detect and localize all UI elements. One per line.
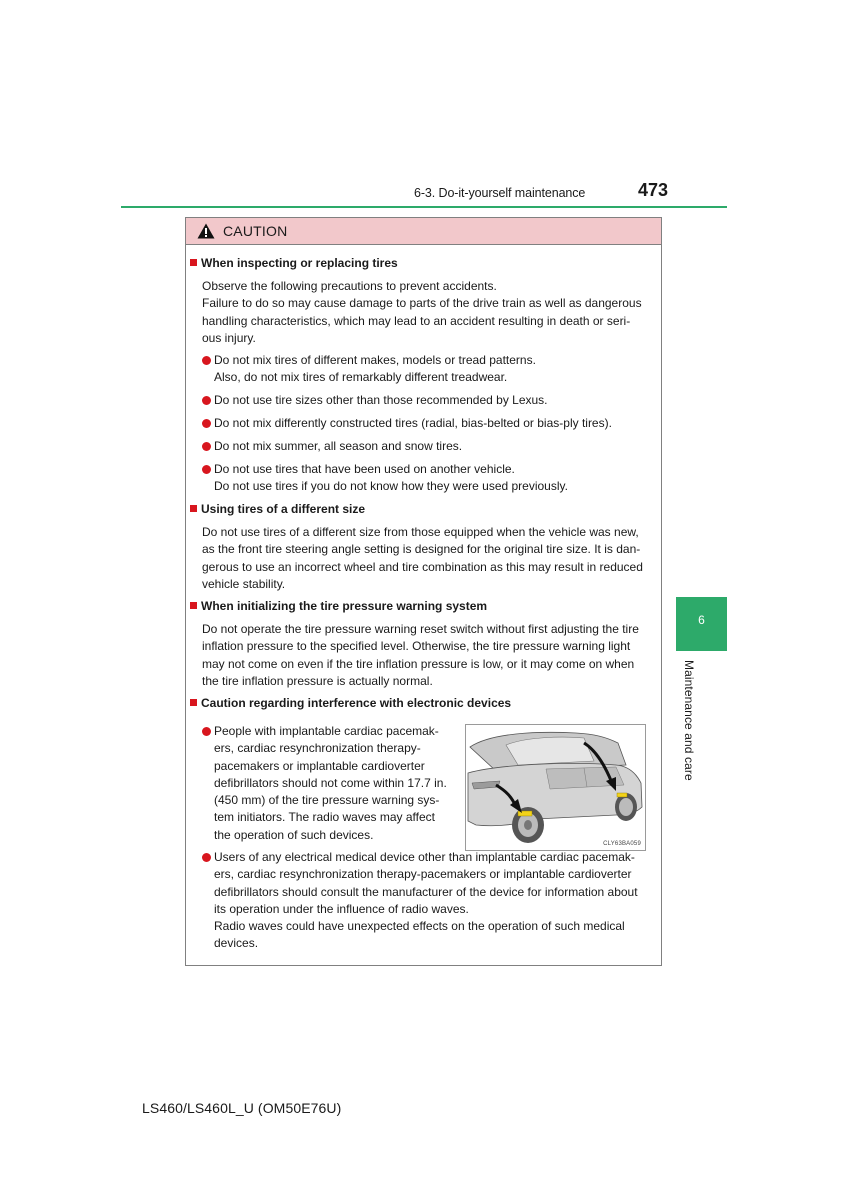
text-line: Observe the following precautions to prevent accidents. xyxy=(202,279,497,293)
bullet-text: devices. xyxy=(214,936,259,951)
text-line: as the front tire steering angle setting is designed for the original tire size. It is dan- xyxy=(202,542,641,557)
section-heading-text: When initializing the tire pressure warning system xyxy=(201,599,488,613)
bullet-text: People with implantable cardiac pacemak- xyxy=(214,724,439,738)
bullet-item xyxy=(202,438,462,455)
text-line: Do not operate the tire pressure warning reset switch without first adjusting the tire xyxy=(202,622,639,636)
bullet-text: Do not mix summer, all season and snow tires. xyxy=(214,439,463,453)
bullet-text: tem initiators. The radio waves may affect xyxy=(214,810,435,825)
bullet-text: defibrillators should not come within 17.7 in. xyxy=(214,775,447,790)
figure-code: CLY63BA059 xyxy=(603,841,641,847)
warning-triangle-icon xyxy=(197,223,215,239)
red-bullet-icon xyxy=(202,356,211,365)
bullet-text: pacemakers or implantable cardioverter xyxy=(214,758,425,773)
section-intro xyxy=(202,278,656,347)
red-square-marker xyxy=(190,699,197,706)
bullet-text: Do not mix differently constructed tires (radial, bias-belted or bias-ply tires). xyxy=(214,416,612,430)
red-bullet-icon xyxy=(202,442,211,451)
bullet-text: Do not use tires if you do not know how they were used previously. xyxy=(214,479,568,494)
text-line: Do not use tires of a different size from those equipped when the vehicle was new, xyxy=(202,525,639,539)
caution-box xyxy=(185,217,662,966)
bullet-text: Do not use tire sizes other than those recommended by Lexus. xyxy=(214,393,548,407)
caution-title: CAUTION xyxy=(223,223,288,239)
bullet-text: Users of any electrical medical device other than implantable cardiac pacemak- xyxy=(214,850,635,864)
section-heading-different-size xyxy=(190,502,365,516)
bullet-text: (450 mm) of the tire pressure warning sys- xyxy=(214,793,440,808)
caution-header xyxy=(186,218,661,245)
bullet-item xyxy=(202,849,656,953)
text-line: Failure to do so may cause damage to parts of the drive train as well as dangerous xyxy=(202,296,642,311)
red-bullet-icon xyxy=(202,727,211,736)
red-square-marker xyxy=(190,259,197,266)
bullet-text: defibrillators should consult the manufacturer of the device for information about xyxy=(214,884,638,899)
section-body xyxy=(202,621,656,690)
text-line: ous injury. xyxy=(202,330,256,345)
chapter-number: 6 xyxy=(698,613,705,627)
bullet-text: Do not mix tires of different makes, models or tread patterns. xyxy=(214,353,536,367)
car-illustration-svg xyxy=(466,725,646,851)
bullet-text: ers, cardiac resynchronization therapy- xyxy=(214,741,421,756)
red-bullet-icon xyxy=(202,465,211,474)
bullet-item xyxy=(202,392,548,409)
bullet-item xyxy=(202,415,612,432)
chapter-title: Maintenance and care xyxy=(682,660,696,781)
section-heading-text: Using tires of a different size xyxy=(201,502,366,516)
header-rule xyxy=(121,206,727,208)
red-bullet-icon xyxy=(202,853,211,862)
bullet-text: Do not use tires that have been used on another vehicle. xyxy=(214,462,515,476)
red-bullet-icon xyxy=(202,396,211,405)
bullet-text: its operation under the influence of radio waves. xyxy=(214,901,469,916)
red-square-marker xyxy=(190,505,197,512)
bullet-item xyxy=(202,461,568,496)
red-bullet-icon xyxy=(202,419,211,428)
text-line: vehicle stability. xyxy=(202,576,286,591)
section-heading-text: Caution regarding interference with electronic devices xyxy=(201,696,512,710)
bullet-text: ers, cardiac resynchronization therapy-pacemakers or implantable cardioverter xyxy=(214,867,632,882)
text-line: handling characteristics, which may lead to an accident resulting in death or seri- xyxy=(202,313,631,328)
bullet-item xyxy=(202,723,457,844)
section-heading-interference xyxy=(190,696,511,710)
chapter-tab xyxy=(676,597,727,651)
car-illustration xyxy=(465,724,646,851)
red-square-marker xyxy=(190,602,197,609)
section-heading-text: When inspecting or replacing tires xyxy=(201,256,398,270)
text-line: gerous to use an incorrect wheel and tire combination as this may result in reduced xyxy=(202,559,643,574)
bullet-text: Radio waves could have unexpected effects on the operation of such medical xyxy=(214,919,625,934)
footer-model-code: LS460/LS460L_U (OM50E76U) xyxy=(142,1100,342,1116)
text-line: may not come on even if the tire inflation pressure is low, or it may come on when xyxy=(202,656,635,671)
text-line: inflation pressure to the specified level. Otherwise, the tire pressure warning light xyxy=(202,639,631,654)
running-header-section: 6-3. Do-it-yourself maintenance xyxy=(414,186,586,200)
text-line: the tire inflation pressure is actually normal. xyxy=(202,673,433,688)
section-body xyxy=(202,524,656,593)
bullet-item xyxy=(202,352,536,387)
section-heading-initializing xyxy=(190,599,487,613)
page-number: 473 xyxy=(638,180,669,200)
section-heading-inspecting-tires xyxy=(190,256,398,270)
bullet-text: the operation of such devices. xyxy=(214,827,374,842)
bullet-text: Also, do not mix tires of remarkably different treadwear. xyxy=(214,370,508,385)
